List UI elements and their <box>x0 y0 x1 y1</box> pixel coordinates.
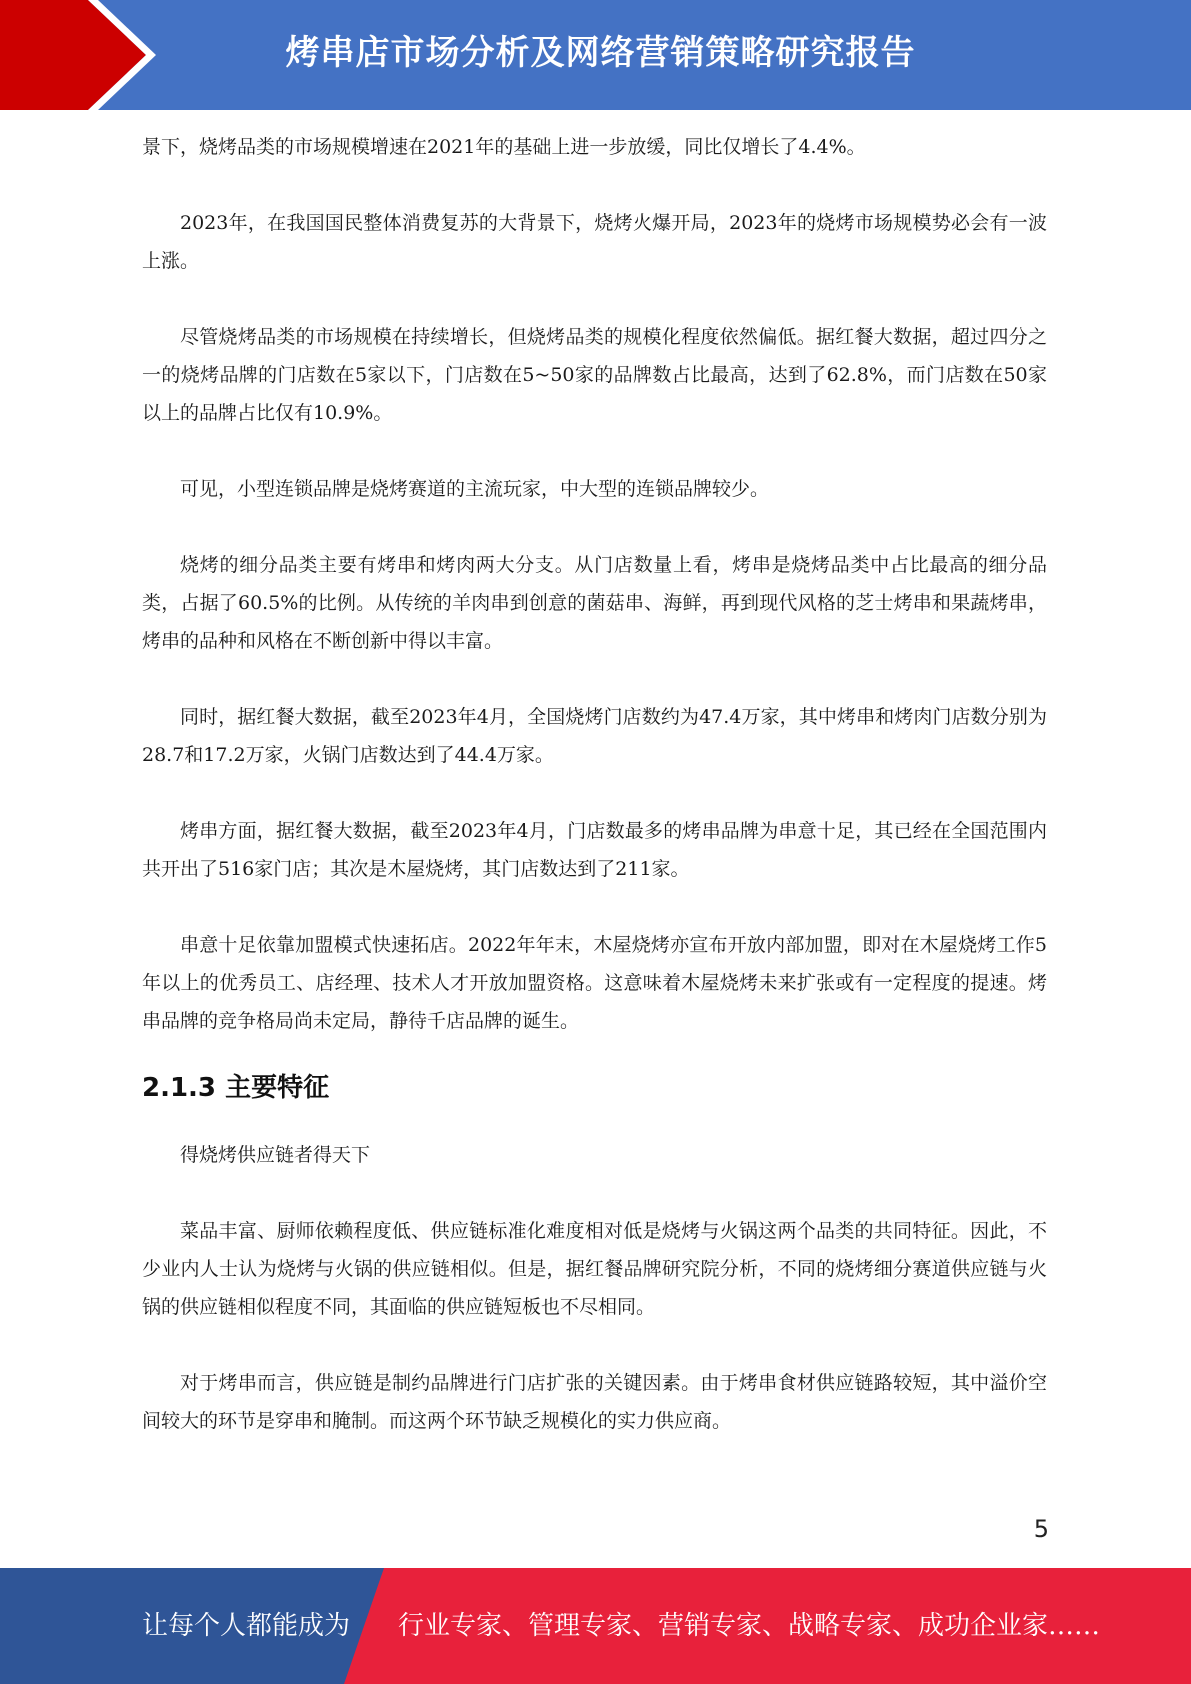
footer-slogan-right: 行业专家、管理专家、营销专家、战略专家、成功企业家…… <box>398 1611 1101 1641</box>
paragraph: 2023年，在我国国民整体消费复苏的大背景下，烧烤火爆开局，2023年的烧烤市场规模势必会有一波上涨。 <box>142 212 1047 272</box>
paragraph: 得烧烤供应链者得天下 <box>180 1144 371 1166</box>
page-number: 5 <box>1033 1515 1049 1543</box>
paragraph: 尽管烧烤品类的市场规模在持续增长，但烧烤品类的规模化程度依然偏低。据红餐大数据，超过四分之一的烧烤品牌的门店数在5家以下，门店数在5~50家的品牌数占比最高，达到了62.8%，而门店数在50家以上的品牌占比仅有10.9%。 <box>142 326 1047 424</box>
header-banner <box>0 0 1191 110</box>
document-body <box>142 128 1047 1478</box>
footer-slogan-left: 让每个人都能成为 <box>142 1611 351 1641</box>
paragraph: 对于烤串而言，供应链是制约品牌进行门店扩张的关键因素。由于烤串食材供应链路较短，其中溢价空间较大的环节是穿串和腌制。而这两个环节缺乏规模化的实力供应商。 <box>142 1372 1047 1432</box>
paragraph: 菜品丰富、厨师依赖程度低、供应链标准化难度相对低是烧烤与火锅这两个品类的共同特征。因此，不少业内人士认为烧烤与火锅的供应链相似。但是，据红餐品牌研究院分析，不同的烧烤细分赛道供应链与火锅的供应链相似程度不同，其面临的供应链短板也不尽相同。 <box>142 1220 1047 1318</box>
paragraph: 同时，据红餐大数据，截至2023年4月，全国烧烤门店数约为47.4万家，其中烤串和烤肉门店数分别为28.7和17.2万家，火锅门店数达到了44.4万家。 <box>142 706 1047 766</box>
paragraph: 可见，小型连锁品牌是烧烤赛道的主流玩家，中大型的连锁品牌较少。 <box>180 478 770 500</box>
paragraph: 串意十足依靠加盟模式快速拓店。2022年年末，木屋烧烤亦宣布开放内部加盟，即对在木屋烧烤工作5年以上的优秀员工、店经理、技术人才开放加盟资格。这意味着木屋烧烤未来扩张或有一定程度的提速。烤串品牌的竞争格局尚未定局，静待千店品牌的诞生。 <box>142 934 1047 1032</box>
paragraph: 烤串方面，据红餐大数据，截至2023年4月，门店数最多的烤串品牌为串意十足，其已经在全国范围内共开出了516家门店；其次是木屋烧烤，其门店数达到了211家。 <box>142 820 1047 880</box>
section-heading: 2.1.3 主要特征 <box>142 1073 330 1103</box>
paragraph: 景下，烧烤品类的市场规模增速在2021年的基础上进一步放缓，同比仅增长了4.4%。 <box>142 136 866 158</box>
footer-banner <box>0 1568 1191 1684</box>
document-title: 烤串店市场分析及网络营销策略研究报告 <box>285 33 916 73</box>
paragraph: 烧烤的细分品类主要有烤串和烤肉两大分支。从门店数量上看，烤串是烧烤品类中占比最高的细分品类，占据了60.5%的比例。从传统的羊肉串到创意的菌菇串、海鲜，再到现代风格的芝士烤串和果蔬烤串，烤串的品种和风格在不断创新中得以丰富。 <box>142 554 1047 652</box>
